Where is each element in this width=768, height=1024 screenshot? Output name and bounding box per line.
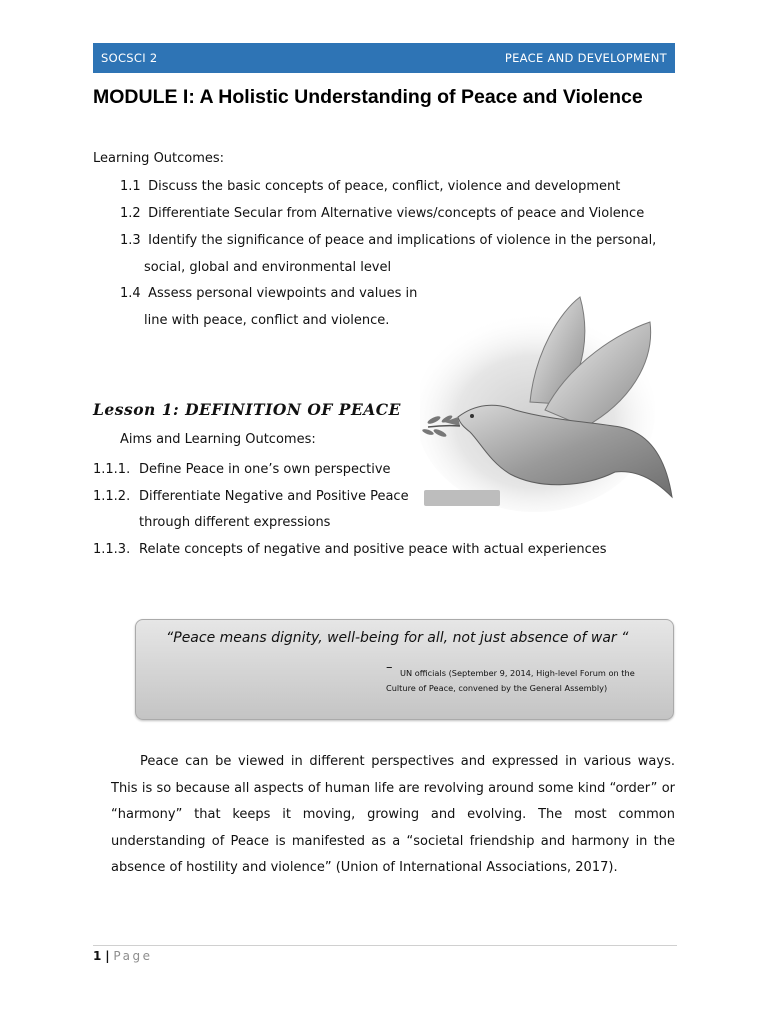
quote-box [135,619,674,720]
footer-divider [93,945,677,946]
module-title: MODULE I: A Holistic Understanding of Peace and Violence [93,86,643,108]
header-course-code: SOCSCI 2 [101,51,158,65]
lesson-title: Lesson 1: DEFINITION OF PEACE [93,400,401,419]
outcome-text: Differentiate Secular from Alternative views/concepts of peace and Violence [148,206,645,221]
lesson-outcome-1-1-2-continuation: through different expressions [139,515,331,530]
quote-source [386,666,656,696]
quote-dash: – [386,660,393,675]
learning-outcome-1-1 [120,179,620,194]
learning-outcome-1-4-continuation: line with peace, conflict and violence. [144,313,390,328]
outcome-text: Differentiate Negative and Positive Peace [139,489,409,504]
learning-outcome-1-3-continuation: social, global and environmental level [144,260,392,275]
outcome-text: Assess personal viewpoints and values in [148,286,418,301]
learning-outcomes-heading: Learning Outcomes: [93,151,225,166]
outcome-text: Relate concepts of negative and positive peace with actual experiences [139,542,607,557]
footer-separator: | [105,949,110,963]
outcome-text: Define Peace in one’s own perspective [139,462,391,477]
page-label: Page [113,949,153,963]
page-footer [93,949,152,963]
outcome-number: 1.1.2. [93,489,131,504]
quote-source-line-2: Culture of Peace, convened by the General Assembly) [386,683,608,693]
outcome-number: 1.2 [120,206,141,221]
learning-outcome-1-4 [120,286,417,301]
learning-outcome-1-2 [120,206,644,221]
outcome-number: 1.1.3. [93,542,131,557]
page-number: 1 [93,949,102,963]
outcome-text: Identify the significance of peace and implications of violence in the personal, [148,233,657,248]
learning-outcome-1-3 [120,233,656,248]
header-bar [93,43,675,73]
quote-source-line-1: UN officials (September 9, 2014, High-level Forum on the [400,668,635,678]
header-course-title: PEACE AND DEVELOPMENT [504,51,667,65]
quote-text: “Peace means dignity, well-being for all, not just absence of war “ [166,630,629,646]
aims-heading: Aims and Learning Outcomes: [120,432,316,447]
outcome-text: Discuss the basic concepts of peace, conflict, violence and development [148,179,621,194]
outcome-number: 1.1 [120,179,141,194]
outcome-number: 1.4 [120,286,141,301]
body-paragraph: Peace can be viewed in different perspectives and expressed in various ways. This is so because all aspects of human life are revolving around some kind “order” or “harmony” that keeps it moving, growing and evolving. The most common understanding of Peace is manifested as a “societal friendship and harmony in the absence of hostility and violence” (Union of International Associations, 2017). [111,754,675,875]
outcome-number: 1.1.1. [93,462,131,477]
outcome-number: 1.3 [120,233,141,248]
peace-dove-illustration [420,292,678,514]
